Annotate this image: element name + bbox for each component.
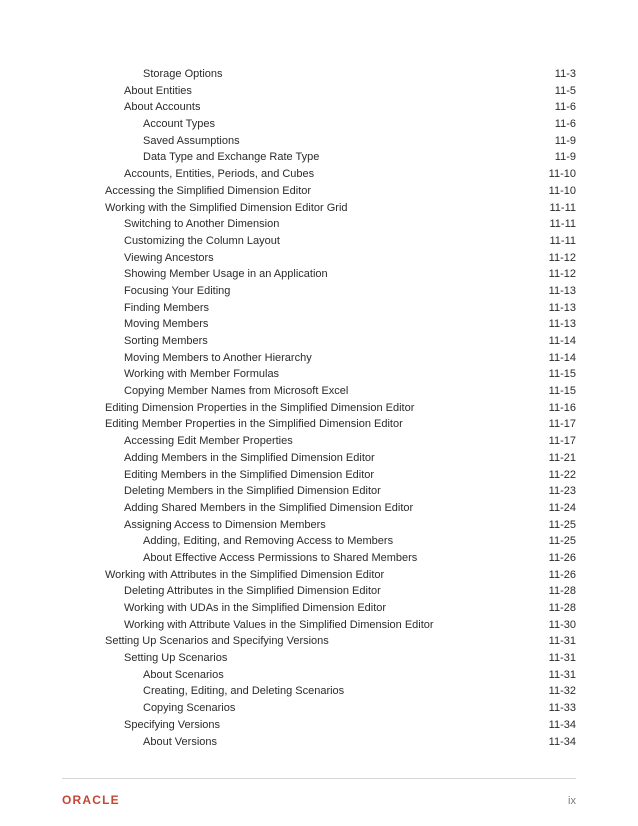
toc-entry[interactable] (0, 617, 638, 634)
toc-entry[interactable] (0, 683, 638, 700)
toc-entry[interactable] (0, 433, 638, 450)
toc-entry[interactable] (0, 116, 638, 133)
toc-entry-page[interactable]: 11-28 (548, 602, 576, 614)
toc-entry[interactable] (0, 500, 638, 517)
toc-entry-title[interactable]: Data Type and Exchange Rate Type (143, 151, 320, 164)
toc-entry[interactable] (0, 483, 638, 500)
toc-entry-page[interactable]: 11-11 (549, 234, 576, 247)
toc-entry-page[interactable]: 11-13 (548, 301, 576, 314)
toc-entry-page[interactable]: 11-21 (548, 451, 576, 464)
toc-entry[interactable] (0, 300, 638, 317)
toc-entry-title[interactable]: Viewing Ancestors (124, 251, 214, 264)
toc-entry[interactable] (0, 450, 638, 467)
toc-entry-page[interactable]: 11-10 (548, 168, 576, 181)
toc-entry[interactable] (0, 734, 638, 751)
toc-entry[interactable] (0, 333, 638, 350)
toc-entry-title[interactable]: Focusing Your Editing (124, 284, 231, 297)
toc-entry-title[interactable]: About Accounts (124, 101, 201, 114)
toc-entry[interactable] (0, 383, 638, 400)
toc-entry[interactable] (0, 149, 638, 166)
toc-entry-title[interactable]: Setting Up Scenarios and Specifying Versions (105, 635, 329, 648)
toc-entry[interactable] (0, 650, 638, 667)
toc-entry-page[interactable]: 11-26 (548, 551, 576, 564)
toc-entry-title[interactable]: Storage Options (143, 68, 223, 80)
toc-entry-page[interactable]: 11-13 (548, 318, 576, 331)
toc-entry-page[interactable]: 11-15 (548, 368, 576, 381)
toc-entry[interactable] (0, 550, 638, 567)
toc-entry-page[interactable]: 11-9 (554, 151, 576, 164)
toc-entry-title[interactable]: Moving Members (124, 318, 209, 331)
toc-entry-page[interactable]: 11-31 (548, 635, 576, 648)
toc-entry-title[interactable]: Adding Shared Members in the Simplified Dimension Editor (124, 501, 414, 514)
toc-entry-title[interactable]: Switching to Another Dimension (124, 218, 280, 231)
toc-entry[interactable] (0, 216, 638, 233)
toc-entry-title[interactable]: Specifying Versions (124, 718, 220, 731)
toc-entry[interactable] (0, 567, 638, 584)
toc-entry-title[interactable]: Creating, Editing, and Deleting Scenarios (143, 685, 345, 698)
toc-entry-page[interactable]: 11-3 (554, 68, 576, 80)
toc-entry[interactable] (0, 600, 638, 617)
toc-entry[interactable] (0, 400, 638, 417)
toc-entry[interactable] (0, 583, 638, 600)
toc-entry[interactable] (0, 533, 638, 550)
toc-entry-page[interactable]: 11-12 (548, 268, 576, 281)
toc-entry-title[interactable]: Finding Members (124, 301, 209, 314)
toc-entry-page[interactable]: 11-14 (548, 335, 576, 347)
toc-entry-title[interactable]: About Scenarios (143, 668, 224, 681)
toc-entry-title[interactable]: Accounts, Entities, Periods, and Cubes (124, 168, 315, 181)
toc-entry-title[interactable]: Deleting Attributes in the Simplified Dimension Editor (124, 585, 381, 598)
toc-entry-title[interactable]: About Effective Access Permissions to Shared Members (143, 551, 418, 564)
toc-entry-title[interactable]: Copying Scenarios (143, 702, 236, 715)
toc-entry-page[interactable]: 11-32 (548, 685, 576, 698)
toc-entry-title[interactable]: About Versions (143, 735, 217, 748)
toc-entry-title[interactable]: Working with UDAs in the Simplified Dimension Editor (124, 602, 387, 614)
toc-entry-title[interactable]: Showing Member Usage in an Application (124, 268, 328, 281)
toc-entry[interactable] (0, 667, 638, 684)
toc-entry-title[interactable]: Adding, Editing, and Removing Access to Members (143, 535, 394, 548)
toc-entry-page[interactable]: 11-31 (548, 652, 576, 665)
toc-entry[interactable] (0, 200, 638, 217)
toc-entry[interactable] (0, 517, 638, 534)
toc-entry-title[interactable]: Working with Attributes in the Simplified Dimension Editor (105, 568, 385, 581)
toc-entry[interactable] (0, 83, 638, 100)
toc-entry[interactable] (0, 133, 638, 150)
toc-entry-title[interactable]: Saved Assumptions (143, 134, 240, 147)
toc-entry[interactable] (0, 233, 638, 250)
toc-entry-title[interactable]: Accessing Edit Member Properties (124, 435, 293, 448)
toc-entry[interactable] (0, 350, 638, 367)
toc-entry[interactable] (0, 99, 638, 116)
toc-entry-page[interactable]: 11-34 (548, 718, 576, 731)
toc-entry[interactable] (0, 316, 638, 333)
toc-entry-title[interactable]: Editing Dimension Properties in the Simplified Dimension Editor (105, 401, 415, 414)
toc-entry[interactable] (0, 166, 638, 183)
toc-entry-title[interactable]: Working with the Simplified Dimension Editor Grid (105, 201, 348, 214)
toc-entry-page[interactable]: 11-14 (548, 351, 576, 364)
toc-entry[interactable] (0, 717, 638, 734)
toc-entry-page[interactable]: 11-25 (548, 535, 576, 548)
toc-entry-page[interactable]: 11-24 (548, 501, 576, 514)
toc-entry-page[interactable]: 11-22 (548, 468, 576, 481)
toc-entry-title[interactable]: Adding Members in the Simplified Dimension Editor (124, 451, 375, 464)
toc-entry-page[interactable]: 11-23 (548, 485, 576, 498)
toc-entry-title[interactable]: Setting Up Scenarios (124, 652, 228, 665)
toc-entry[interactable] (0, 183, 638, 200)
toc-entry-page[interactable]: 11-31 (548, 668, 576, 681)
toc-entry-page[interactable]: 11-9 (554, 134, 576, 147)
toc-entry[interactable] (0, 66, 638, 83)
toc-entry-title[interactable]: Working with Attribute Values in the Simplified Dimension Editor (124, 618, 434, 631)
toc-entry-title[interactable]: Accessing the Simplified Dimension Editor (105, 184, 312, 197)
toc-entry-title[interactable]: Customizing the Column Layout (124, 234, 280, 247)
toc-entry-page[interactable]: 11-25 (548, 518, 576, 531)
toc-entry-page[interactable]: 11-26 (548, 568, 576, 581)
footer-divider (62, 778, 576, 779)
toc-entry[interactable] (0, 366, 638, 383)
toc-entry-page[interactable]: 11-11 (549, 201, 576, 214)
toc-entry-title[interactable]: Account Types (143, 118, 215, 131)
toc-entry[interactable] (0, 633, 638, 650)
table-of-contents (0, 66, 638, 750)
toc-entry-page[interactable]: 11-5 (554, 84, 576, 97)
toc-entry-page[interactable]: 11-16 (548, 401, 576, 414)
toc-entry[interactable] (0, 467, 638, 484)
toc-entry-page[interactable]: 11-17 (548, 418, 576, 431)
toc-entry-title[interactable]: Editing Members in the Simplified Dimension Editor (124, 468, 375, 481)
toc-entry-page[interactable]: 11-28 (548, 585, 576, 598)
toc-entry-title[interactable]: Sorting Members (124, 335, 208, 347)
toc-entry-page[interactable]: 11-34 (548, 735, 576, 748)
toc-entry[interactable] (0, 266, 638, 283)
toc-entry-title[interactable]: Working with Member Formulas (124, 368, 280, 381)
toc-entry-page[interactable]: 11-11 (549, 218, 576, 231)
toc-entry-page[interactable]: 11-30 (548, 618, 576, 631)
toc-entry-title[interactable]: About Entities (124, 84, 192, 97)
toc-entry[interactable] (0, 250, 638, 267)
toc-entry-title[interactable]: Editing Member Properties in the Simplified Dimension Editor (105, 418, 403, 431)
toc-entry-page[interactable]: 11-17 (548, 435, 576, 448)
toc-entry[interactable] (0, 283, 638, 300)
toc-entry-title[interactable]: Moving Members to Another Hierarchy (124, 351, 312, 364)
oracle-logo: ORACLE (62, 793, 120, 807)
page-number: ix (568, 795, 576, 807)
toc-entry-title[interactable]: Assigning Access to Dimension Members (124, 518, 326, 531)
toc-entry-page[interactable]: 11-13 (548, 284, 576, 297)
toc-entry-page[interactable]: 11-6 (554, 118, 576, 131)
toc-entry-page[interactable]: 11-33 (548, 702, 576, 715)
toc-entry-page[interactable]: 11-6 (554, 101, 576, 114)
toc-entry[interactable] (0, 700, 638, 717)
toc-entry[interactable] (0, 416, 638, 433)
toc-entry-title[interactable]: Copying Member Names from Microsoft Excel (124, 385, 349, 398)
toc-entry-page[interactable]: 11-15 (548, 385, 576, 398)
toc-entry-page[interactable]: 11-12 (548, 251, 576, 264)
toc-entry-title[interactable]: Deleting Members in the Simplified Dimension Editor (124, 485, 381, 498)
toc-entry-page[interactable]: 11-10 (548, 184, 576, 197)
